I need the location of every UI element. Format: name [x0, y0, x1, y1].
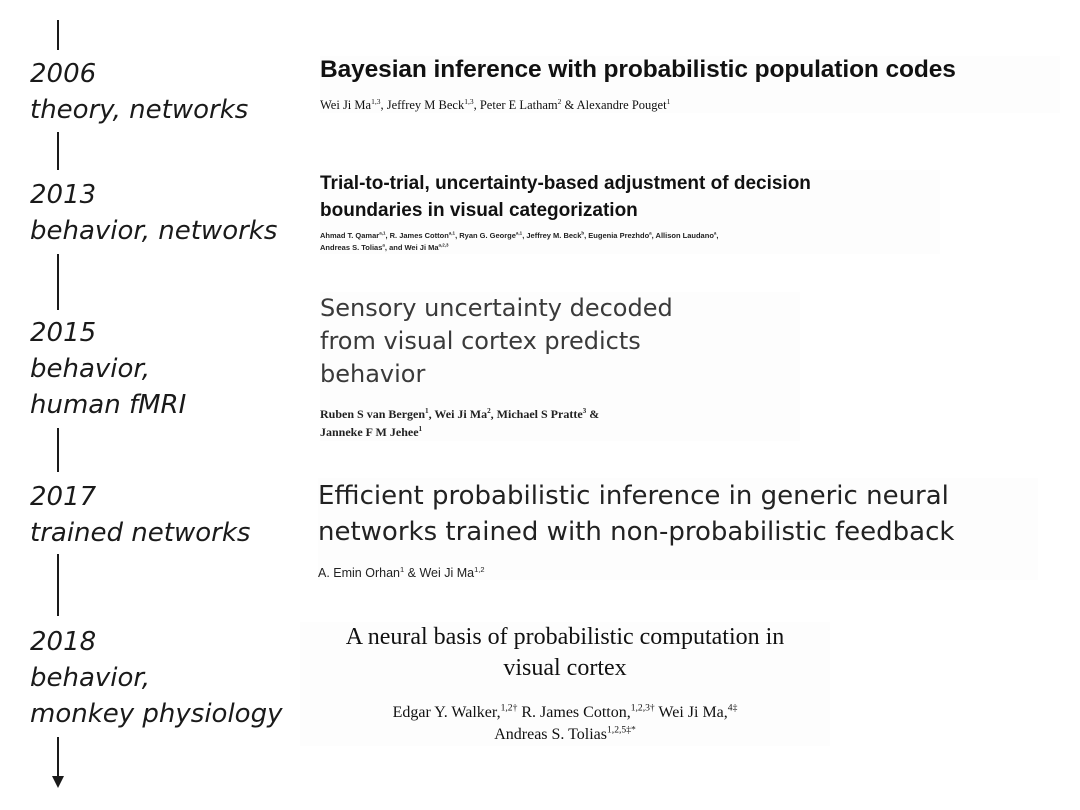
- affiliation-marker: 4‡: [727, 702, 738, 714]
- author-text: A. Emin Orhan: [318, 566, 400, 580]
- timeline-entry-2015: [30, 315, 186, 423]
- affiliation-marker: 1,2: [474, 564, 485, 574]
- paper-title: Efficient probabilistic inference in generic neural: [318, 481, 949, 511]
- author-text: , R. James Cotton: [385, 231, 449, 240]
- paper-2006: [320, 56, 1060, 113]
- affiliation-marker: 1: [418, 425, 423, 433]
- affiliation-marker: 1: [425, 407, 429, 415]
- author-text: R. James Cotton,: [517, 704, 631, 721]
- affiliation-marker: a: [713, 230, 717, 236]
- author-text: , Jeffrey M Beck: [380, 98, 465, 112]
- timeline-entry-2017: [30, 479, 250, 551]
- paper-authors: [320, 230, 940, 254]
- paper-author-line: [320, 242, 940, 254]
- affiliation-marker: 2: [487, 407, 491, 415]
- timeline-description: human fMRI: [30, 390, 187, 420]
- affiliation-marker: 1: [666, 96, 671, 106]
- author-text: Andreas S. Tolias: [320, 243, 383, 252]
- timeline-line-segment: [57, 254, 59, 310]
- affiliation-marker: a,1: [515, 230, 523, 236]
- timeline-line-segment: [57, 132, 59, 170]
- author-text: Andreas S. Tolias: [494, 726, 607, 743]
- timeline-year: 2015: [30, 318, 97, 348]
- paper-authors: [300, 702, 830, 746]
- paper-title: from visual cortex predicts: [320, 327, 641, 355]
- timeline-description: theory, networks: [30, 95, 249, 125]
- affiliation-marker: 1,2†: [500, 702, 518, 714]
- affiliation-marker: b: [581, 230, 585, 236]
- paper-author-line: [320, 405, 800, 423]
- timeline-entry-2013: [30, 177, 277, 249]
- paper-authors: [320, 405, 800, 441]
- author-text: , Ryan G. George: [455, 231, 516, 240]
- paper-title: Sensory uncertainty decoded: [320, 294, 673, 322]
- affiliation-marker: 2: [557, 96, 562, 106]
- paper-2018: [300, 622, 830, 746]
- timeline-arrow-icon: [52, 776, 64, 788]
- paper-2013: [320, 170, 940, 254]
- paper-title: behavior: [320, 360, 426, 388]
- author-text: , Eugenia Prezhdo: [584, 231, 650, 240]
- author-text: & Wei Ji Ma: [404, 566, 475, 580]
- author-text: , Allison Laudano: [651, 231, 714, 240]
- paper-author-line: [318, 566, 1038, 580]
- affiliation-marker: 1,3: [464, 96, 474, 106]
- paper-2017: [318, 478, 1038, 580]
- paper-author-line: [320, 423, 800, 441]
- timeline-year: 2006: [30, 59, 97, 89]
- author-text: , Wei Ji Ma: [428, 407, 488, 421]
- author-text: , Jeffrey M. Beck: [522, 231, 582, 240]
- affiliation-marker: a,2,3: [438, 242, 449, 248]
- affiliation-marker: a: [649, 230, 652, 236]
- paper-author-line: [320, 98, 1060, 113]
- timeline-description: behavior,: [30, 663, 150, 693]
- paper-author-line: [300, 702, 830, 724]
- timeline-year: 2017: [30, 482, 97, 512]
- paper-title: Trial-to-trial, uncertainty-based adjustment of decision: [320, 173, 811, 194]
- paper-author-line: [320, 230, 940, 242]
- timeline-description: behavior,: [30, 354, 150, 384]
- author-text: Janneke F M Jehee: [320, 425, 419, 439]
- author-text: , Peter E Latham: [473, 98, 558, 112]
- author-text: &: [586, 407, 600, 421]
- affiliation-marker: 1: [399, 564, 405, 574]
- paper-title: boundaries in visual categorization: [320, 200, 638, 221]
- affiliation-marker: a: [382, 242, 385, 248]
- author-text: ,: [716, 231, 719, 240]
- author-text: Ahmad T. Qamar: [320, 231, 380, 240]
- timeline-year: 2018: [30, 627, 97, 657]
- author-text: Wei Ji Ma: [320, 98, 372, 112]
- author-text: Ruben S van Bergen: [320, 407, 426, 421]
- timeline-description: monkey physiology: [30, 699, 283, 729]
- paper-authors: [320, 98, 1060, 113]
- paper-2015: [320, 292, 800, 441]
- paper-title: A neural basis of probabilistic computation in: [345, 624, 785, 650]
- timeline-line-segment: [57, 20, 59, 50]
- paper-title: networks trained with non-probabilistic feedback: [318, 517, 955, 547]
- paper-title: Bayesian inference with probabilistic population codes: [320, 56, 956, 83]
- author-text: Edgar Y. Walker,: [392, 704, 501, 721]
- timeline-entry-2006: [30, 56, 248, 128]
- paper-author-line: [300, 724, 830, 746]
- timeline-entry-2018: [30, 624, 282, 732]
- timeline-line-segment: [57, 737, 59, 779]
- author-text: & Alexandre Pouget: [561, 98, 667, 112]
- timeline-line-segment: [57, 428, 59, 472]
- timeline-description: trained networks: [30, 518, 251, 548]
- paper-title: visual cortex: [503, 655, 627, 681]
- author-text: , and Wei Ji Ma: [384, 243, 439, 252]
- timeline-description: behavior, networks: [30, 216, 278, 246]
- author-text: Wei Ji Ma,: [654, 704, 728, 721]
- affiliation-marker: 1,2,3†: [630, 702, 655, 714]
- affiliation-marker: 1,2,5‡*: [607, 724, 636, 736]
- timeline-line-segment: [57, 554, 59, 616]
- affiliation-marker: 3: [582, 407, 587, 415]
- affiliation-marker: 1,3: [371, 96, 381, 106]
- paper-authors: [318, 566, 1038, 580]
- timeline-year: 2013: [30, 180, 97, 210]
- affiliation-marker: a,1: [379, 230, 386, 236]
- affiliation-marker: a,1: [448, 230, 456, 236]
- author-text: , Michael S Pratte: [490, 407, 583, 421]
